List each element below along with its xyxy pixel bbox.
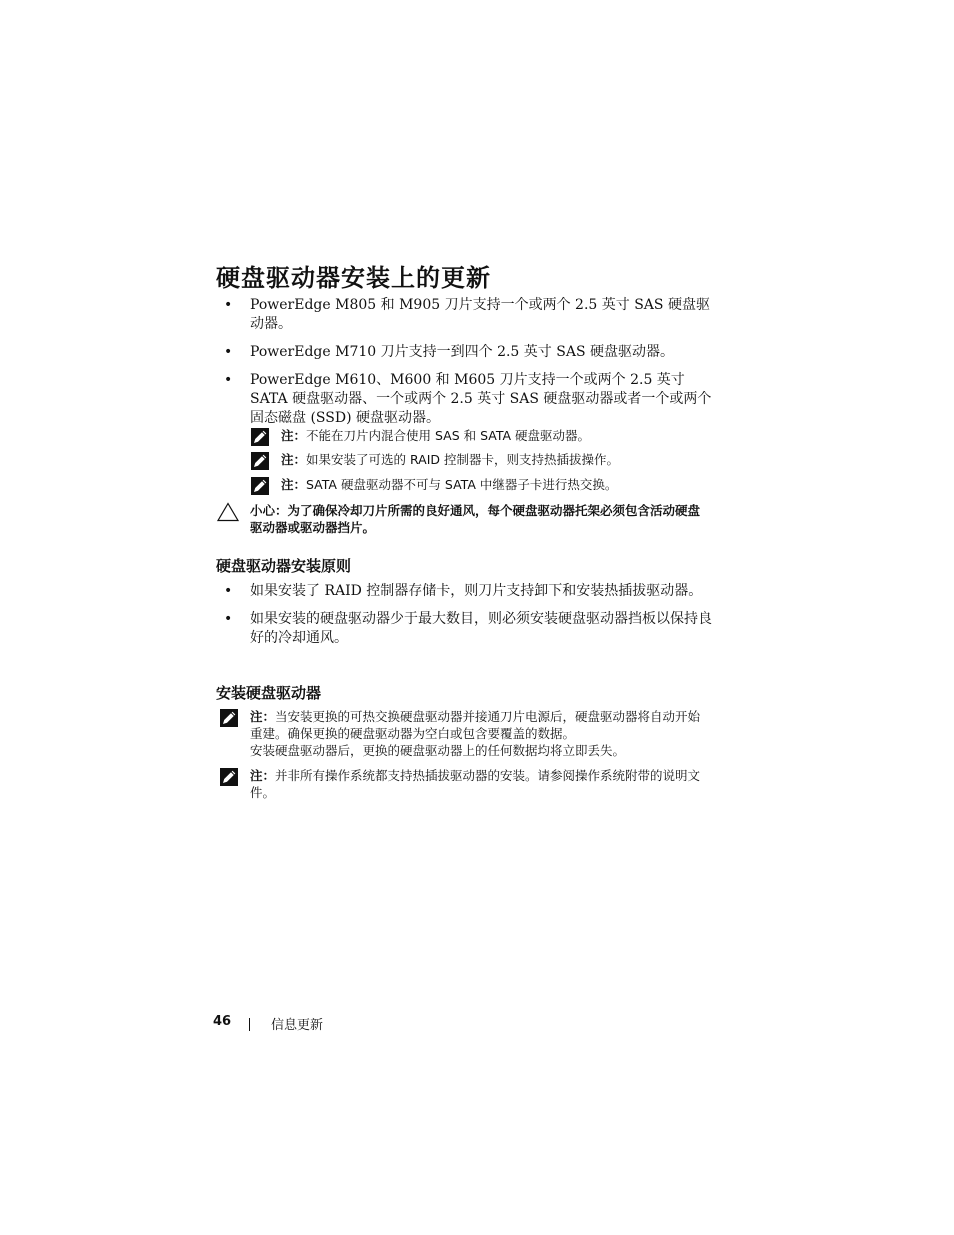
blade-support-list [216,296,716,437]
caution-triangle-icon [216,502,240,522]
footer-divider [249,1018,250,1031]
pencil-note-icon [219,708,239,728]
pencil-note-icon [250,451,270,471]
list-item: • 如果安装的硬盘驱动器少于最大数目，则必须安装硬盘驱动器挡板以保持良好的冷却通风。 [224,611,712,646]
section-title-guidelines: 硬盘驱动器安装原则 [216,557,352,575]
pencil-note-icon [250,427,270,447]
page-footer [213,1014,324,1033]
pencil-note-icon [250,476,270,496]
footer-section-name: 信息更新 [271,1018,324,1033]
list-item: • PowerEdge M610、M600 和 M605 刀片支持一个或两个 2.5 英寸 SATA 硬盘驱动器、一个或两个 2.5 英寸 SAS 硬盘驱动器或者一个或两个固态磁盘 (SSD) 硬盘驱动器。 [224,372,712,426]
document-page: 硬盘驱动器安装上的更新 • PowerEdge M805 和 M905 刀片支持一个或两个 2.5 英寸 SAS 硬盘驱动器。 • PowerEdge M710 刀片支持一到四个 2.5 英寸 SAS 硬盘驱动器。 • PowerEdge M610、M600 和 M605 刀片支持一个或两个 2.5 英寸 SATA 硬盘驱动器、一个或两个 2.5 英寸 SAS 硬盘驱动器或者一个或两个固态磁盘 (SSD) 硬盘驱动器。 注：不能在刀片内混合使用 SAS 和 SATA 硬盘驱动器。 注：如果安装了可选的 RAID 控制器卡，则支持热插拔操作。 注：SATA 硬盘驱动器不可与 SATA 中继器子卡进行热交换。 小心：为了确保冷却刀片所需的良好通风，每个硬盘驱动器托架必须包含活动硬盘驱动器或驱动器挡片。 硬盘驱动器安装原则 • 如果安装了 RAID 控制器存储卡，则刀片支持卸下和安装热插拔驱动器。 • 如果安装的硬盘驱动器少于最大数目，则必须安装硬盘驱动器挡板以保持良好的冷却通风。 安装硬盘驱动器 注：当安装更换的可热交换硬盘驱动器并接通刀片电源后，硬盘驱动器将自动开始重建。确保更换的硬盘驱动器为空白或包含要覆盖的数据。 安装硬盘驱动器后，更换的硬盘驱动器上的任何数据均将立即丢失。 注：并非所有操作系统都支持热插拔驱动器的安装。请参阅操作系统附带的说明文件。 46 信息更新 [0,0,954,1235]
list-item: • PowerEdge M805 和 M905 刀片支持一个或两个 2.5 英寸 SAS 硬盘驱动器。 [224,297,710,332]
section-title-install: 安装硬盘驱动器 [216,684,322,702]
list-item: • PowerEdge M710 刀片支持一到四个 2.5 英寸 SAS 硬盘驱动器。 [224,344,674,360]
page-number: 46 [213,1014,232,1029]
guidelines-list [216,582,716,657]
pencil-note-icon [219,767,239,787]
page-heading: 硬盘驱动器安装上的更新 [216,264,491,292]
list-item: • 如果安装了 RAID 控制器存储卡，则刀片支持卸下和安装热插拔驱动器。 [224,583,703,599]
